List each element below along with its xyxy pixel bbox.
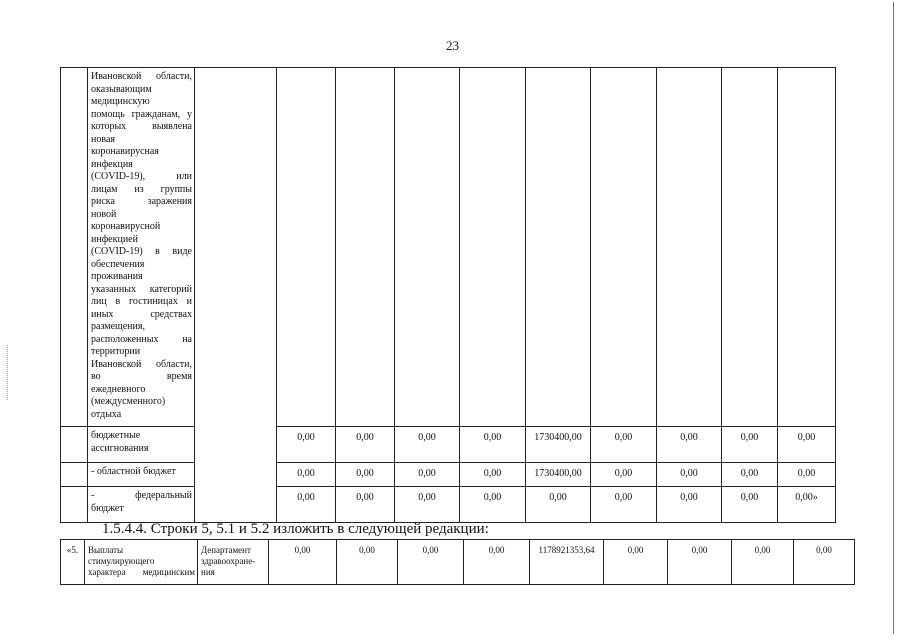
department-line: здравоохране- [201, 556, 256, 566]
measure-description [91, 71, 192, 421]
department-line: ния [201, 567, 215, 577]
text-line: (COVID-19) в виде [91, 246, 192, 257]
text-line: характера медицинским [88, 567, 195, 577]
budget-table [60, 67, 836, 523]
text-line: (междусменного) [91, 396, 166, 407]
index-cell [61, 487, 88, 523]
text-line: Выплаты [88, 545, 124, 555]
text-line: новой [91, 208, 117, 220]
text-line: медицинскую [91, 96, 150, 107]
department-line: Департамент [201, 545, 251, 555]
value-cell: 0,00 [277, 427, 336, 463]
table-row [61, 487, 836, 523]
value-cell: 0,00 [460, 487, 526, 523]
value-cell: 0,00 [591, 427, 657, 463]
index-cell [61, 427, 88, 463]
empty-cell [277, 68, 336, 427]
executor-cell [195, 68, 277, 523]
value-cell: 0,00 [668, 540, 732, 585]
index-cell [61, 463, 88, 487]
empty-cell [778, 68, 836, 427]
value-cell: 0,00 [591, 463, 657, 487]
value-cell: 1730400,00 [526, 427, 591, 463]
text-line: указанных категорий [91, 283, 192, 295]
row-label-cell [88, 427, 195, 463]
value-cell: 0,00 [778, 463, 836, 487]
text-line: - областной бюджет [91, 466, 176, 477]
row-label [91, 430, 192, 455]
empty-cell [591, 68, 657, 427]
value-cell: 0,00» [778, 487, 836, 523]
row-label [91, 466, 192, 479]
text-line: инфекцией [91, 233, 138, 245]
empty-cell [336, 68, 395, 427]
value-cell: 0,00 [794, 540, 855, 585]
value-cell: 0,00 [398, 540, 464, 585]
text-line: Ивановской области, [91, 358, 192, 370]
page-edge-line [893, 2, 894, 634]
value-cell: 0,00 [657, 463, 722, 487]
table-row [61, 540, 855, 585]
empty-cell [722, 68, 778, 427]
empty-cell [657, 68, 722, 427]
empty-cell [395, 68, 460, 427]
text-line: во время [91, 371, 192, 382]
text-line: стимулирующего [88, 556, 155, 566]
value-cell: 0,00 [722, 463, 778, 487]
text-line: (COVID-19), или [91, 171, 192, 182]
value-cell: 0,00 [657, 487, 722, 523]
text-line: коронавирусной [91, 221, 161, 232]
value-cell: 0,00 [722, 487, 778, 523]
text-line: ассигнования [91, 442, 149, 454]
value-cell: 0,00 [722, 427, 778, 463]
value-cell: 0,00 [604, 540, 668, 585]
table-row [61, 463, 836, 487]
page-number: 23 [446, 38, 459, 53]
row-label [91, 490, 192, 515]
text-line: помощь гражданам, у [91, 108, 192, 120]
value-cell: 0,00 [395, 463, 460, 487]
text-line: - федеральный [91, 490, 192, 501]
text-line: инфекция [91, 158, 133, 170]
value-cell: 1178921353,64 [530, 540, 604, 585]
text-line: лицам из группы [91, 183, 192, 195]
text-line: иных средствах [91, 308, 192, 320]
value-cell: 0,00 [526, 487, 591, 523]
text-line: обеспечения [91, 258, 145, 270]
text-line: бюджетные [91, 430, 141, 441]
value-cell: 0,00 [460, 427, 526, 463]
value-cell: 0,00 [732, 540, 794, 585]
value-cell: 0,00 [337, 540, 398, 585]
value-cell: 0,00 [591, 487, 657, 523]
payment-description-cell [85, 540, 198, 585]
text-line: размещения, [91, 321, 145, 332]
measure-description-cell [88, 68, 195, 427]
text-line: оказывающим [91, 83, 152, 95]
text-line: коронавирусная [91, 146, 159, 157]
row-index: «5. [61, 540, 85, 585]
text-line: которых выявлена [91, 121, 192, 132]
value-cell: 0,00 [277, 487, 336, 523]
text-line: проживания [91, 271, 143, 282]
value-cell: 0,00 [336, 487, 395, 523]
value-cell: 0,00 [395, 427, 460, 463]
row-label-cell [88, 463, 195, 487]
margin-scan-marks [7, 345, 9, 400]
empty-cell [460, 68, 526, 427]
description-row [61, 68, 836, 427]
text-line: расположенных на [91, 333, 192, 345]
row-label-cell [88, 487, 195, 523]
text-line: Ивановской области, [91, 71, 192, 82]
text-line: новая [91, 133, 115, 145]
department-cell [198, 540, 269, 585]
value-cell: 0,00 [269, 540, 337, 585]
text-line: риска заражения [91, 196, 192, 207]
value-cell: 0,00 [460, 463, 526, 487]
table-row [61, 427, 836, 463]
index-cell [61, 68, 88, 427]
empty-cell [526, 68, 591, 427]
value-cell: 0,00 [395, 487, 460, 523]
text-line: ежедневного [91, 383, 146, 395]
value-cell: 0,00 [657, 427, 722, 463]
text-line: отдыха [91, 408, 122, 420]
payment-description [88, 545, 195, 578]
value-cell: 0,00 [778, 427, 836, 463]
text-line: территории [91, 346, 141, 357]
text-line: лиц в гостиницах и [91, 296, 192, 307]
value-cell: 1730400,00 [526, 463, 591, 487]
text-line: бюджет [91, 502, 124, 514]
value-cell: 0,00 [277, 463, 336, 487]
section-heading: 1.5.4.4. Строки 5, 5.1 и 5.2 изложить в следующей редакции: [102, 521, 489, 537]
value-cell: 0,00 [464, 540, 530, 585]
value-cell: 0,00 [336, 427, 395, 463]
value-cell: 0,00 [336, 463, 395, 487]
payments-table [60, 539, 855, 585]
